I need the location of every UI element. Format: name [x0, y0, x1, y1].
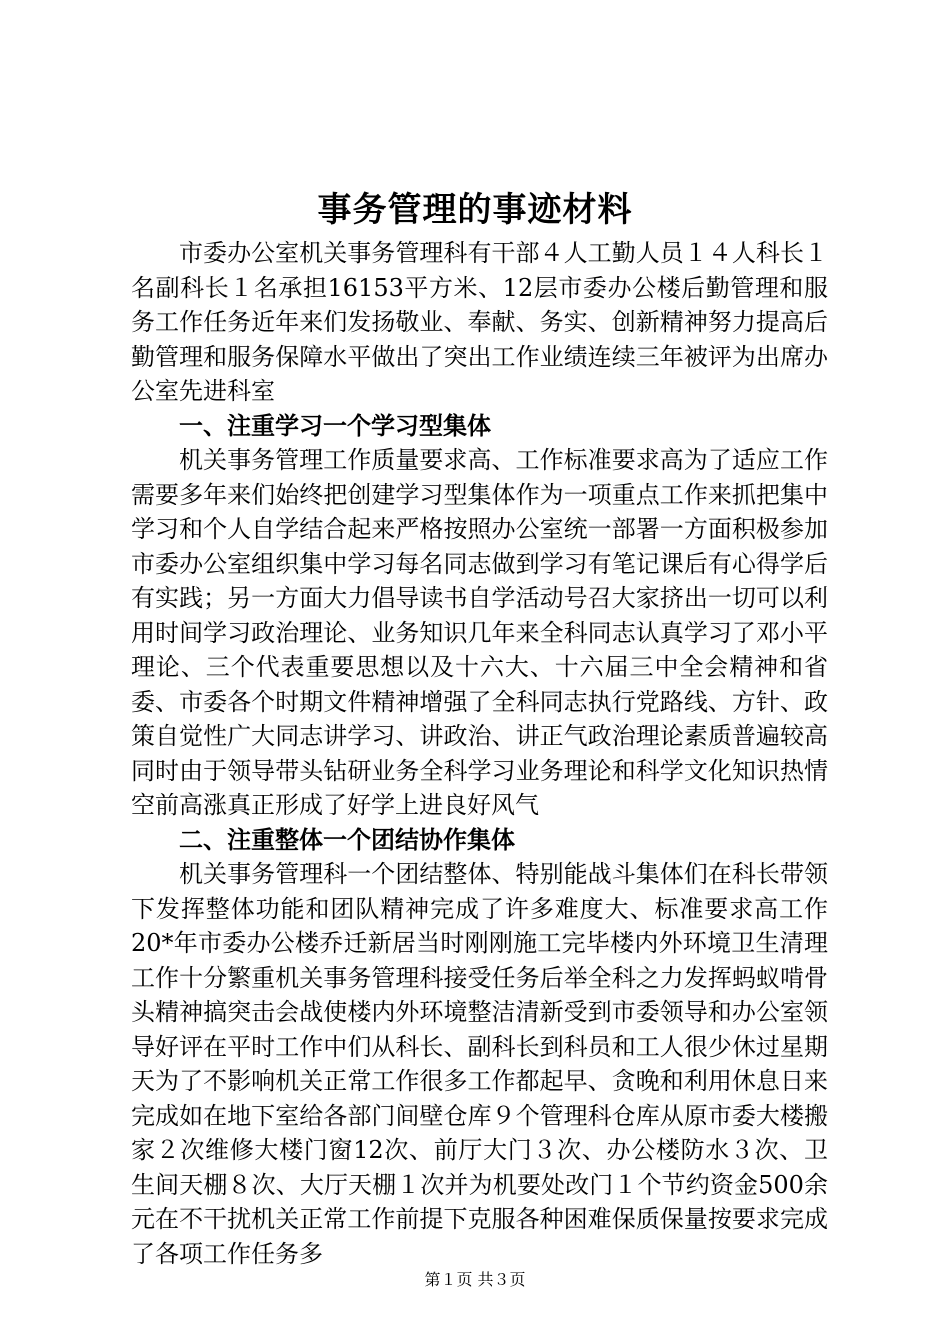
- section-heading-2: 二、注重整体一个团结协作集体: [179, 824, 515, 854]
- document-title: 事务管理的事迹材料: [317, 190, 633, 230]
- section-heading-1: 一、注重学习一个学习型集体: [179, 410, 491, 440]
- document-body: [131, 236, 828, 1271]
- section-paragraph-2: 机关事务管理科一个团结整体、特别能战斗集体们在科长带领下发挥整体功能和团队精神完成了许多难度大、标准要求高工作20*年市委办公楼乔迁新居当时刚刚施工完毕楼内外环境卫生清理工作十分繁重机关事务管理科接受任务后举全科之力发挥蚂蚁啃骨头精神搞突击会战使楼内外环境整洁清新受到市委领导和办公室领导好评在平时工作中们从科长、副科长到科员和工人很少休过星期天为了不影响机关正常工作很多工作都起早、贪晚和利用休息日来完成如在地下室给各部门间壁仓库９个管理科仓库从原市委大楼搬家２次维修大楼门窗12次、前厅大门３次、办公楼防水３次、卫生间天棚８次、大厅天棚１次并为机要处改门１个节约资金500余元在不干扰机关正常工作前提下克服各种困难保质保量按要求完成了各项工作任务多: [131, 860, 828, 1268]
- page-number-footer: 第１页 共３页: [424, 1270, 526, 1289]
- section-paragraph-1: 机关事务管理工作质量要求高、工作标准要求高为了适应工作需要多年来们始终把创建学习型集体作为一项重点工作来抓把集中学习和个人自学结合起来严格按照办公室统一部署一方面积极参加市委办公室组织集中学习每名同志做到学习有笔记课后有心得学后有实践；另一方面大力倡导读书自学活动号召大家挤出一切可以利用时间学习政治理论、业务知识几年来全科同志认真学习了邓小平理论、三个代表重要思想以及十六大、十六届三中全会精神和省委、市委各个时期文件精神增强了全科同志执行党路线、方针、政策自觉性广大同志讲学习、讲政治、讲正气政治理论素质普遍较高同时由于领导带头钻研业务全科学习业务理论和科学文化知识热情空前高涨真正形成了好学上进良好风气: [131, 446, 828, 819]
- intro-paragraph: 市委办公室机关事务管理科有干部４人工勤人员１４人科长１名副科长１名承担16153平方米、12层市委办公楼后勤管理和服务工作任务近年来们发扬敬业、奉献、务实、创新精神努力提高后勤管理和服务保障水平做出了突出工作业绩连续三年被评为出席办公室先进科室: [131, 239, 828, 405]
